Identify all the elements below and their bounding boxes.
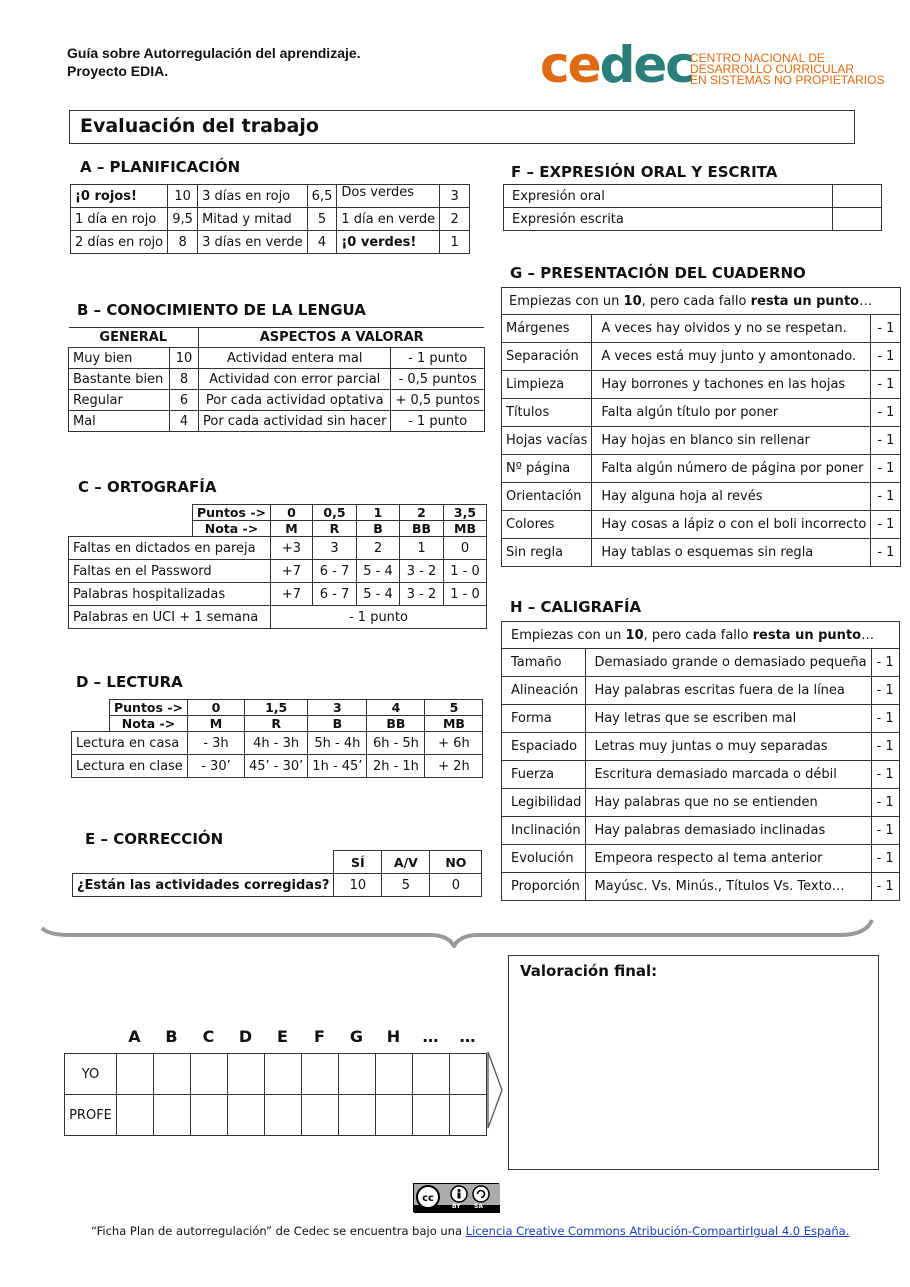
section-h-title: H – CALIGRAFÍA <box>510 598 642 616</box>
section-g-title: G – PRESENTACIÓN DEL CUADERNO <box>510 264 806 282</box>
table-cell: Dos verdes <box>337 185 440 208</box>
section-f-title: F – EXPRESIÓN ORAL Y ESCRITA <box>511 163 778 181</box>
table-row <box>72 700 483 716</box>
grade-cell[interactable] <box>413 1054 450 1095</box>
table-row <box>502 539 901 567</box>
table-row <box>71 208 470 231</box>
table-cell: 5h - 4h <box>308 732 367 755</box>
table-cell: Títulos <box>502 399 592 427</box>
table-row <box>502 873 900 901</box>
table-cell: Regular <box>69 390 170 411</box>
table-header: ASPECTOS A VALORAR <box>199 328 485 348</box>
table-header: 1 <box>356 505 399 521</box>
cc-by-sa-badge <box>413 1183 499 1212</box>
table-header: R <box>244 716 307 732</box>
letter-ellipsis-1: … <box>422 1027 439 1046</box>
summary-letters <box>116 1027 486 1046</box>
table-row <box>69 505 487 521</box>
table-cell: - 1 <box>871 845 899 873</box>
table-row <box>502 845 900 873</box>
table-cell: Hay palabras escritas fuera de la línea <box>586 677 871 705</box>
table-cell: Hojas vacías <box>502 427 592 455</box>
table-cell: Hay letras que se escriben mal <box>586 705 871 733</box>
table-cell: - 1 <box>871 315 901 343</box>
table-cell: Faltas en dictados en pareja <box>69 537 271 560</box>
score-cell[interactable] <box>833 185 882 208</box>
table-cell: 6 <box>170 390 199 411</box>
table-cell: - 3h <box>187 732 244 755</box>
table-row <box>502 483 901 511</box>
table-header: 1,5 <box>244 700 307 716</box>
table-row <box>65 1095 487 1136</box>
table-cell: - 1 <box>871 817 899 845</box>
table-cell: ¡0 rojos! <box>71 185 168 208</box>
table-cell: Actividad con error parcial <box>199 369 391 390</box>
table-header: 0 <box>270 505 312 521</box>
table-row <box>69 348 485 369</box>
table-cell: - 1 <box>871 371 901 399</box>
spacer-cell <box>69 521 193 537</box>
table-row <box>502 761 900 789</box>
row-label-yo: YO <box>65 1054 117 1095</box>
table-cell: Falta algún título por poner <box>592 399 871 427</box>
valoracion-final-box[interactable] <box>508 955 879 1170</box>
spacer-cell <box>69 505 193 521</box>
table-cell: + 2h <box>425 755 483 778</box>
letter-a: A <box>128 1027 141 1046</box>
nota-label: Nota -> <box>110 716 188 732</box>
letter-c: C <box>202 1027 215 1046</box>
table-cell: Sin regla <box>502 539 592 567</box>
letter-e: E <box>277 1027 288 1046</box>
table-cell: Inclinación <box>502 817 586 845</box>
intro-text: Empiezas con un <box>511 627 626 643</box>
table-cell: 10 <box>334 874 382 897</box>
intro-bold: resta un punto <box>752 627 862 643</box>
table-cell: 9,5 <box>168 208 198 231</box>
table-cell: + 0,5 puntos <box>391 390 484 411</box>
table-cell: - 1 <box>871 761 899 789</box>
spacer-cell <box>72 716 110 732</box>
grade-cell[interactable] <box>154 1054 191 1095</box>
table-header: 3 <box>308 700 367 716</box>
table-cell: 45’ - 30’ <box>244 755 307 778</box>
table-row <box>72 732 483 755</box>
table-cell: Empeora respecto al tema anterior <box>586 845 871 873</box>
puntos-label: Puntos -> <box>110 700 188 716</box>
logo-word-ce: ce <box>540 36 600 94</box>
table-cell: 1 día en rojo <box>71 208 168 231</box>
table-cell: Hay borrones y tachones en las hojas <box>592 371 871 399</box>
intro-cell <box>502 288 901 315</box>
table-cell: - 1 punto <box>391 411 484 432</box>
lectura-table <box>71 699 483 778</box>
footer-license <box>91 1224 851 1238</box>
table-cell: Bastante bien <box>69 369 170 390</box>
table-cell: 3 días en verde <box>198 231 308 254</box>
table-row <box>71 185 470 208</box>
intro-bold: resta un punto <box>750 293 860 309</box>
grade-cell[interactable] <box>265 1095 302 1136</box>
section-d-title: D – LECTURA <box>76 673 183 691</box>
grade-cell[interactable] <box>302 1054 339 1095</box>
table-cell: 8 <box>170 369 199 390</box>
table-cell: - 1 <box>871 483 901 511</box>
table-cell: Nº página <box>502 455 592 483</box>
table-cell: 1 día en verde <box>337 208 440 231</box>
table-header: BB <box>367 716 425 732</box>
table-cell: Espaciado <box>502 733 586 761</box>
table-cell: - 0,5 puntos <box>391 369 484 390</box>
table-header: 5 <box>425 700 483 716</box>
intro-bold: 10 <box>625 627 644 643</box>
table-cell: 5 <box>382 874 430 897</box>
table-cell: 6h - 5h <box>367 732 425 755</box>
table-cell: Hay palabras demasiado inclinadas <box>586 817 871 845</box>
table-cell: 6,5 <box>307 185 337 208</box>
logo-sub-3: EN SISTEMAS NO PROPIETARIOS <box>690 73 885 87</box>
table-cell: 0 <box>430 874 482 897</box>
table-cell: Separación <box>502 343 592 371</box>
table-cell: Hay hojas en blanco sin rellenar <box>592 427 871 455</box>
intro-text: Empiezas con un <box>509 293 624 309</box>
table-row <box>69 537 487 560</box>
table-row <box>73 874 482 897</box>
table-cell: Escritura demasiado marcada o débil <box>586 761 871 789</box>
grade-cell[interactable] <box>265 1054 302 1095</box>
table-cell: Lectura en casa <box>72 732 188 755</box>
table-row <box>502 677 900 705</box>
table-row <box>502 399 901 427</box>
grade-cell[interactable] <box>191 1054 228 1095</box>
table-row <box>69 411 485 432</box>
puntos-label: Puntos -> <box>193 505 271 521</box>
grade-cell[interactable] <box>339 1095 376 1136</box>
grade-cell[interactable] <box>376 1095 413 1136</box>
table-cell: Colores <box>502 511 592 539</box>
table-row <box>69 390 485 411</box>
table-cell: 3 días en rojo <box>198 185 308 208</box>
table-cell: Fuerza <box>502 761 586 789</box>
grade-cell[interactable] <box>117 1054 154 1095</box>
table-row <box>502 427 901 455</box>
table-cell: 6 - 7 <box>312 560 356 583</box>
table-row <box>502 622 900 649</box>
valoracion-final-label: Valoración final: <box>520 962 658 980</box>
table-header: M <box>187 716 244 732</box>
letter-b: B <box>165 1027 178 1046</box>
table-row <box>502 817 900 845</box>
table-cell: - 1 <box>871 649 899 677</box>
table-cell: 8 <box>168 231 198 254</box>
table-cell: Hay palabras que no se entienden <box>586 789 871 817</box>
table-cell: +7 <box>270 583 312 606</box>
table-cell: Letras muy juntas o muy separadas <box>586 733 871 761</box>
table-header: B <box>356 521 399 537</box>
table-cell: 3 - 2 <box>399 583 443 606</box>
table-header: MB <box>443 521 486 537</box>
row-label-profe: PROFE <box>65 1095 117 1136</box>
logo-sub-1: CENTRO NACIONAL DE <box>690 51 825 65</box>
table-row <box>65 1054 487 1095</box>
table-cell: - 1 <box>871 427 901 455</box>
table-cell: - 1 <box>871 705 899 733</box>
section-divider <box>40 918 874 948</box>
table-cell: - 1 <box>871 455 901 483</box>
table-header: 4 <box>367 700 425 716</box>
table-cell: 3 - 2 <box>399 560 443 583</box>
table-cell: 1h - 45’ <box>308 755 367 778</box>
table-cell: +7 <box>270 560 312 583</box>
footer-text: “Ficha Plan de autorregulación” de Cedec se encuentra bajo una <box>91 1224 466 1238</box>
table-header: M <box>270 521 312 537</box>
grade-cell[interactable] <box>117 1095 154 1136</box>
logo-subtitle <box>690 53 884 86</box>
table-cell: Por cada actividad sin hacer <box>199 411 391 432</box>
table-header: 0 <box>187 700 244 716</box>
intro-text: , pero cada fallo <box>641 293 751 309</box>
table-cell: A veces está muy junto y amontonado. <box>592 343 871 371</box>
intro-text: … <box>859 293 873 309</box>
table-row <box>504 185 882 208</box>
table-row <box>502 455 901 483</box>
letter-g: G <box>349 1027 364 1046</box>
cc-sa-label: SA <box>474 1203 483 1210</box>
table-header: GENERAL <box>69 328 199 348</box>
table-cell: Mitad y mitad <box>198 208 308 231</box>
table-cell: 4 <box>307 231 337 254</box>
table-cell: Limpieza <box>502 371 592 399</box>
table-cell: ¿Están las actividades corregidas? <box>73 874 334 897</box>
table-cell: Por cada actividad optativa <box>199 390 391 411</box>
intro-text: … <box>861 627 875 643</box>
table-row <box>69 521 487 537</box>
table-row <box>69 328 485 348</box>
table-cell: Mal <box>69 411 170 432</box>
letter-d: D <box>238 1027 253 1046</box>
table-cell: 2 <box>356 537 399 560</box>
table-cell: - 1 <box>871 511 901 539</box>
table-cell: 1 - 0 <box>443 583 486 606</box>
grade-cell[interactable] <box>376 1054 413 1095</box>
grade-cell[interactable] <box>228 1095 265 1136</box>
section-c-title: C – ORTOGRAFÍA <box>78 478 217 496</box>
table-row <box>504 208 882 231</box>
header-line-1: Guía sobre Autorregulación del aprendizaje. <box>67 45 361 61</box>
table-row <box>502 288 901 315</box>
svg-text:cc: cc <box>422 1193 434 1204</box>
letter-f: F <box>314 1027 325 1046</box>
table-cell: - 1 <box>871 677 899 705</box>
table-cell: Palabras en UCI + 1 semana <box>69 606 271 629</box>
table-cell: Lectura en clase <box>72 755 188 778</box>
grade-cell[interactable] <box>450 1054 487 1095</box>
table-cell: 3 <box>440 185 470 208</box>
table-cell: - 1 <box>871 343 901 371</box>
table-cell: - 1 <box>871 789 899 817</box>
table-cell: Alineación <box>502 677 586 705</box>
table-cell: + 6h <box>425 732 483 755</box>
grade-cell[interactable] <box>302 1095 339 1136</box>
table-header: 3,5 <box>443 505 486 521</box>
table-header: A/V <box>382 851 430 874</box>
table-header: NO <box>430 851 482 874</box>
expresion-table <box>503 184 882 231</box>
section-b-title: B – CONOCIMIENTO DE LA LENGUA <box>77 301 366 319</box>
table-cell: ¡0 verdes! <box>337 231 440 254</box>
table-row <box>69 369 485 390</box>
table-cell: Faltas en el Password <box>69 560 271 583</box>
intro-text: , pero cada fallo <box>643 627 753 643</box>
table-cell: 2 días en rojo <box>71 231 168 254</box>
table-cell: Legibilidad <box>502 789 586 817</box>
table-cell: Hay alguna hoja al revés <box>592 483 871 511</box>
table-cell: 5 <box>307 208 337 231</box>
table-header: 2 <box>399 505 443 521</box>
table-cell: - 1 punto <box>391 348 484 369</box>
caligrafia-table <box>501 621 900 901</box>
cedec-logo <box>540 36 693 94</box>
table-cell: Tamaño <box>502 649 586 677</box>
table-cell: - 30’ <box>187 755 244 778</box>
table-cell: - 1 <box>871 539 901 567</box>
table-row <box>502 733 900 761</box>
table-row <box>502 343 901 371</box>
table-cell: Demasiado grande o demasiado pequeña <box>586 649 871 677</box>
grade-cell[interactable] <box>191 1095 228 1136</box>
planificacion-table <box>70 184 470 254</box>
table-header: MB <box>425 716 483 732</box>
grade-cell[interactable] <box>450 1095 487 1136</box>
page-title: Evaluación del trabajo <box>69 110 855 144</box>
license-link[interactable]: Licencia Creative Commons Atribución-CompartirIgual 4.0 España. <box>465 1224 850 1238</box>
letter-ellipsis-2: … <box>459 1027 476 1046</box>
table-row <box>73 851 482 874</box>
table-row <box>502 789 900 817</box>
table-cell: Muy bien <box>69 348 170 369</box>
conocimiento-table <box>68 327 485 432</box>
table-cell: Expresión escrita <box>504 208 833 231</box>
intro-bold: 10 <box>623 293 642 309</box>
ortografia-table <box>68 504 487 629</box>
cc-by-label: BY <box>452 1203 461 1210</box>
table-cell: 6 - 7 <box>312 583 356 606</box>
table-cell: 1 - 0 <box>443 560 486 583</box>
table-cell: 0 <box>443 537 486 560</box>
table-row <box>72 716 483 732</box>
table-cell: - 1 <box>871 733 899 761</box>
table-cell: Falta algún número de página por poner <box>592 455 871 483</box>
table-row <box>502 705 900 733</box>
presentacion-table <box>501 287 901 567</box>
table-cell: - 1 <box>871 873 899 901</box>
table-row <box>502 315 901 343</box>
table-cell: Márgenes <box>502 315 592 343</box>
summary-table <box>64 1053 487 1136</box>
table-cell: +3 <box>270 537 312 560</box>
table-cell: 10 <box>170 348 199 369</box>
header-line-2: Proyecto EDIA. <box>67 63 169 79</box>
table-cell: - 1 <box>871 399 901 427</box>
spacer-cell <box>72 700 110 716</box>
table-header: R <box>312 521 356 537</box>
table-cell: Actividad entera mal <box>199 348 391 369</box>
table-cell: Palabras hospitalizadas <box>69 583 271 606</box>
table-cell: Orientación <box>502 483 592 511</box>
grade-cell[interactable] <box>339 1054 376 1095</box>
table-cell: A veces hay olvidos y no se respetan. <box>592 315 871 343</box>
table-cell: 1 <box>399 537 443 560</box>
table-row <box>502 649 900 677</box>
table-cell: Mayúsc. Vs. Minús., Títulos Vs. Texto… <box>586 873 871 901</box>
table-row <box>72 755 483 778</box>
table-cell: Forma <box>502 705 586 733</box>
table-row <box>71 231 470 254</box>
table-header: SÍ <box>334 851 382 874</box>
table-cell: 2 <box>440 208 470 231</box>
table-cell: 4 <box>170 411 199 432</box>
table-cell: Hay tablas o esquemas sin regla <box>592 539 871 567</box>
nota-label: Nota -> <box>193 521 271 537</box>
intro-cell <box>502 622 900 649</box>
table-header: BB <box>399 521 443 537</box>
table-header: 0,5 <box>312 505 356 521</box>
table-cell: - 1 punto <box>270 606 486 629</box>
table-row <box>502 371 901 399</box>
table-cell: Expresión oral <box>504 185 833 208</box>
grade-cell[interactable] <box>228 1054 265 1095</box>
correccion-table <box>72 850 482 897</box>
section-a-title: A – PLANIFICACIÓN <box>80 158 241 176</box>
grade-cell[interactable] <box>154 1095 191 1136</box>
table-row <box>69 560 487 583</box>
table-cell: 3 <box>312 537 356 560</box>
table-row <box>69 583 487 606</box>
table-cell: 5 - 4 <box>356 583 399 606</box>
table-cell: Evolución <box>502 845 586 873</box>
table-row <box>502 511 901 539</box>
table-cell: Hay cosas a lápiz o con el boli incorrecto <box>592 511 871 539</box>
spacer-cell <box>73 851 334 874</box>
table-header: B <box>308 716 367 732</box>
table-cell: 10 <box>168 185 198 208</box>
table-cell: 4h - 3h <box>244 732 307 755</box>
score-cell[interactable] <box>833 208 882 231</box>
letter-h: H <box>386 1027 401 1046</box>
table-cell: 5 - 4 <box>356 560 399 583</box>
table-row <box>69 606 487 629</box>
section-e-title: E – CORRECCIÓN <box>85 830 224 848</box>
table-cell: 2h - 1h <box>367 755 425 778</box>
table-cell: 1 <box>440 231 470 254</box>
table-cell: Proporción <box>502 873 586 901</box>
grade-cell[interactable] <box>413 1095 450 1136</box>
logo-sub-2: DESARROLLO CURRICULAR <box>690 62 855 76</box>
arrow-right-icon <box>486 1050 506 1130</box>
logo-word-dec: dec <box>599 36 693 94</box>
